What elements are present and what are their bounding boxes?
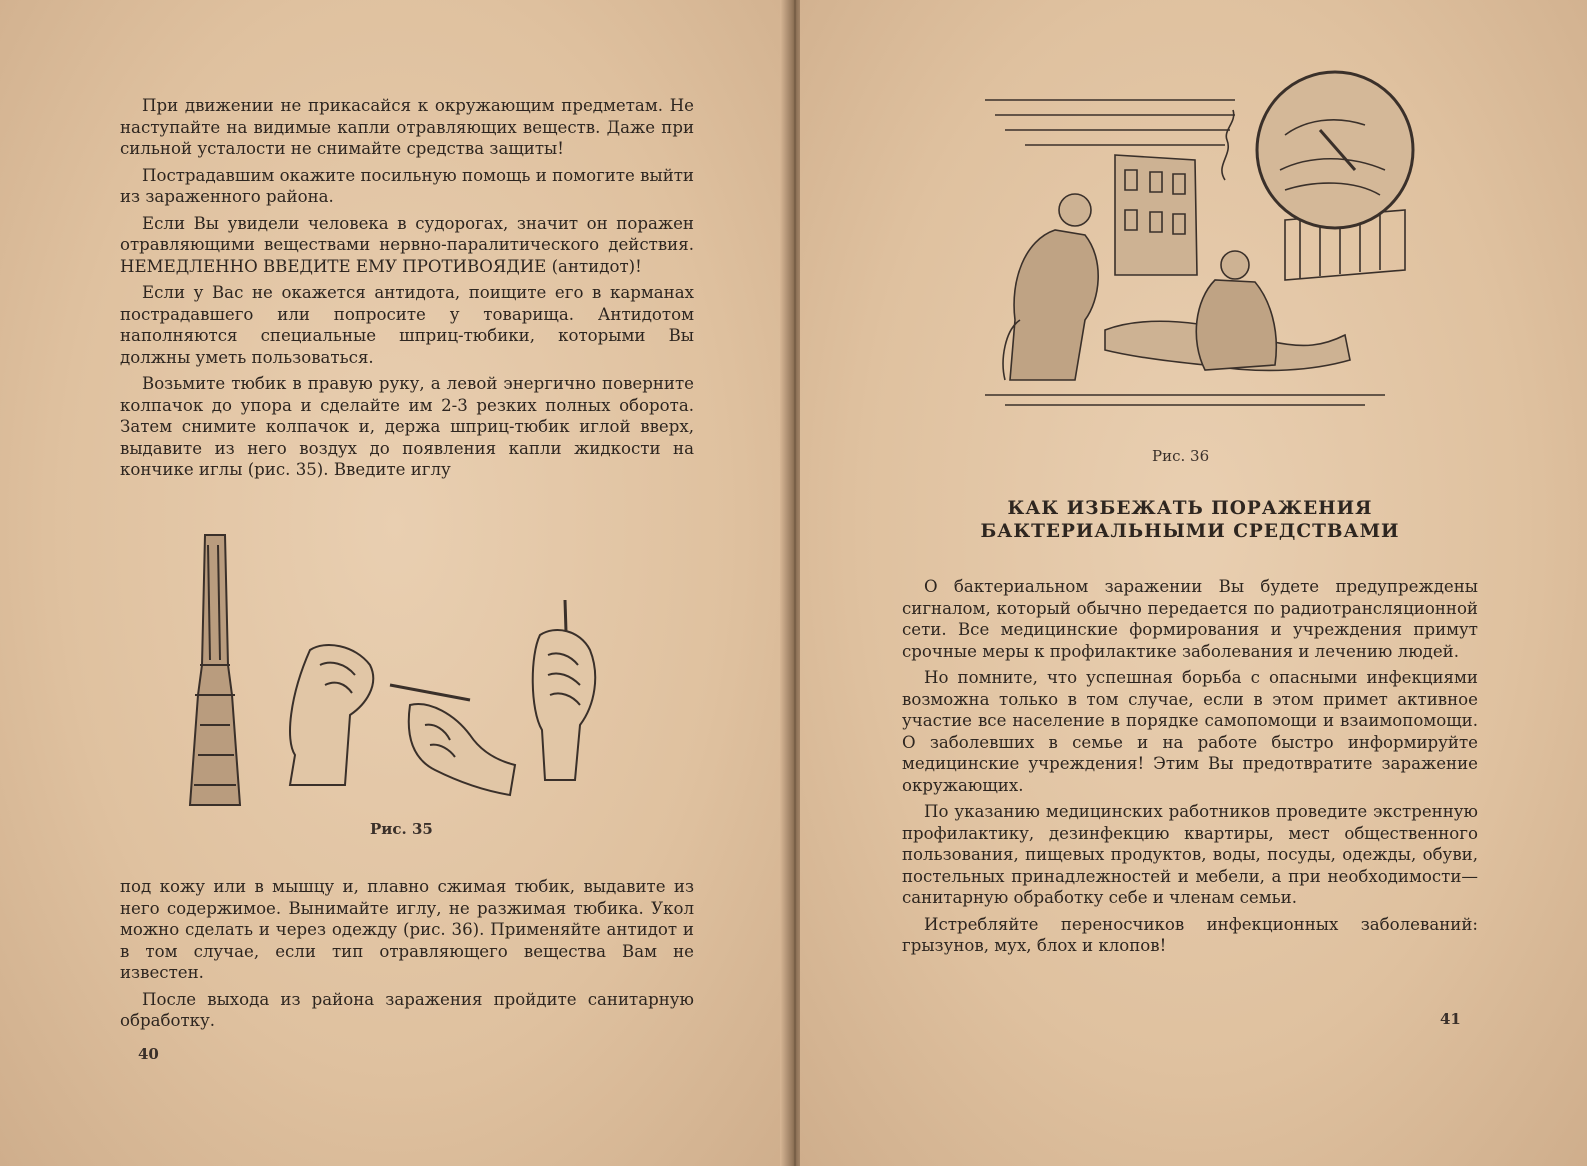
page-number-left: 40 <box>138 1045 159 1063</box>
paragraph: По указанию медицинских работников проведите экстренную профилактику, дезинфекцию квартиры, мест общественного пользования, пищевых продуктов, воды, посуды, одежды, обуви, постельных принадлежностей и мебели, а при необходимости—санитарную обработку себе и членам семьи. <box>902 802 1478 907</box>
right-text <box>902 576 1478 962</box>
figure-36-caption: Рис. 36 <box>1152 447 1210 465</box>
left-text-bottom <box>120 876 694 1037</box>
figure-36-illustration <box>965 60 1415 420</box>
paragraph: Если Вы увидели человека в судорогах, значит он поражен отравляющими веществами нервно-паралитического действия. НЕМЕДЛЕННО ВВЕДИТЕ ЕМУ ПРОТИВОЯДИЕ (антидот)! <box>120 213 694 276</box>
heading-line: БАКТЕРИАЛЬНЫМИ СРЕДСТВАМИ <box>980 521 1400 542</box>
heading-line: КАК ИЗБЕЖАТЬ ПОРАЖЕНИЯ <box>1007 498 1373 519</box>
right-page <box>800 0 1587 1166</box>
paragraph: Пострадавшим окажите посильную помощь и помогите выйти из зараженного района. <box>120 165 694 206</box>
paragraph: При движении не прикасайся к окружающим предметам. Не наступайте на видимые капли отравляющих веществ. Даже при сильной усталости не снимайте средства защиты! <box>120 96 694 158</box>
left-text-top <box>120 95 694 486</box>
section-heading <box>902 497 1478 543</box>
figure-35-caption: Рис. 35 <box>370 820 433 838</box>
paragraph: После выхода из района заражения пройдите санитарную обработку. <box>120 989 694 1030</box>
paragraph: Но помните, что успешная борьба с опасными инфекциями возможна только в том случае, если в этом примет активное участие все население в порядке самопомощи и взаимопомощи. О заболевших в семье и на работе быстро информируйте медицинские учреждения! Этим Вы предотвратите заражение окружающих. <box>902 668 1478 795</box>
paragraph: под кожу или в мышцу и, плавно сжимая тюбик, выдавите из него содержимое. Вынимайте иглу, не разжимая тюбика. Укол можно сделать и через одежду (рис. 36). Применяйте антидот и в том случае, если тип отравляющего вещества Вам не известен. <box>120 877 694 982</box>
figure-35-illustration <box>170 525 630 815</box>
paragraph: Если у Вас не окажется антидота, поищите его в карманах пострадавшего или попросите у товарища. Антидотом наполняются специальные шприц-тюбики, которыми Вы должны уметь пользоваться. <box>120 283 694 367</box>
paragraph: О бактериальном заражении Вы будете предупреждены сигналом, который обычно передается по радиотрансляционной сети. Все медицинские формирования и учреждения примут срочные меры к профилактике заболевания и лечению людей. <box>902 577 1478 661</box>
page-number-right: 41 <box>1440 1010 1461 1028</box>
paragraph: Истребляйте переносчиков инфекционных заболеваний: грызунов, мух, блох и клопов! <box>902 914 1478 955</box>
left-page <box>0 0 790 1166</box>
paragraph: Возьмите тюбик в правую руку, а левой энергично поверните колпачок до упора и сделайте им 2-3 резких полных оборота. Затем снимите колпачок и, держа шприц-тюбик иглой вверх, выдавите из него воздух до появления капли жидкости на кончике иглы (рис. 35). Введите иглу <box>120 374 694 479</box>
